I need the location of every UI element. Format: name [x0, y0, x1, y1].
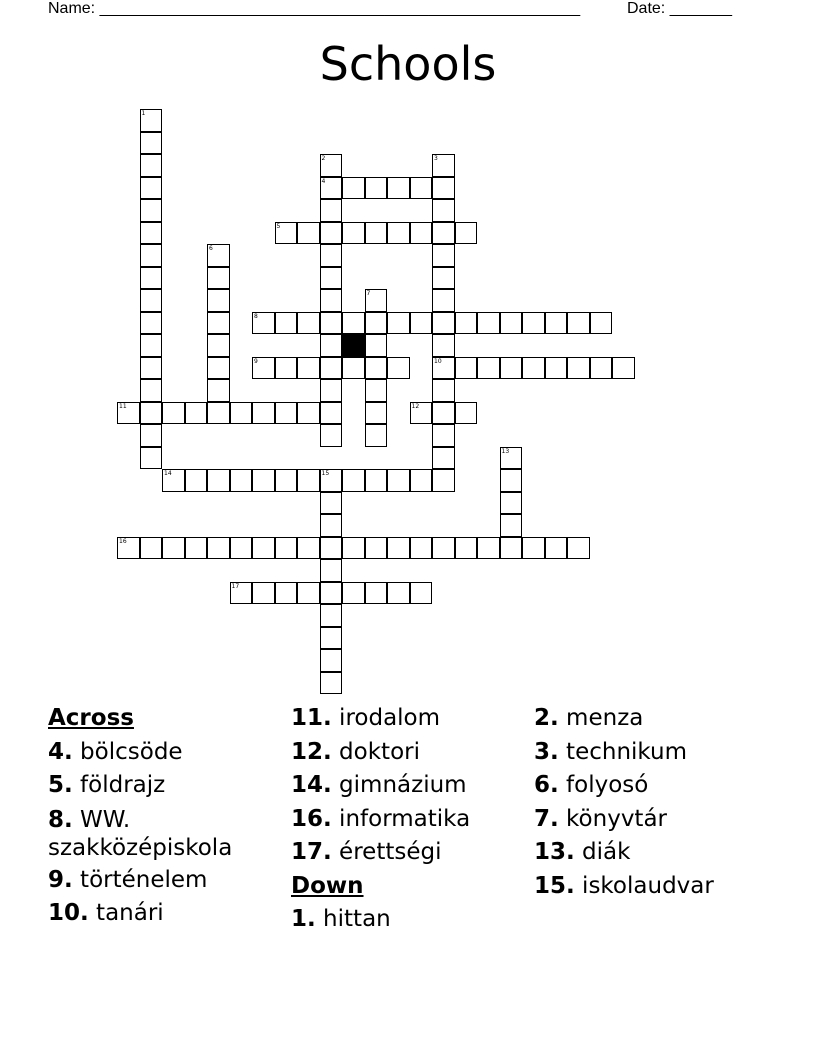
- grid-cell[interactable]: [342, 177, 365, 200]
- down-clue: [534, 836, 794, 870]
- clue-number-label: 12: [411, 402, 420, 410]
- clue-text: gimnázium: [331, 772, 467, 798]
- across-clue: [291, 736, 531, 770]
- down-heading: Down: [291, 872, 364, 899]
- grid-cell[interactable]: [410, 312, 433, 335]
- grid-cell[interactable]: [275, 469, 298, 492]
- grid-cell[interactable]: [387, 537, 410, 560]
- grid-cell[interactable]: [320, 672, 343, 695]
- grid-cell[interactable]: [432, 402, 455, 425]
- grid-cell[interactable]: [590, 312, 613, 335]
- clue-text: iskolaudvar: [574, 872, 714, 899]
- clue-text: diák: [574, 839, 631, 865]
- grid-cell[interactable]: [365, 582, 388, 605]
- grid-cell[interactable]: [320, 334, 343, 357]
- grid-cell[interactable]: [320, 424, 343, 447]
- grid-cell[interactable]: [500, 492, 523, 515]
- grid-cell[interactable]: [455, 357, 478, 380]
- grid-cell[interactable]: [365, 177, 388, 200]
- grid-cell[interactable]: [365, 537, 388, 560]
- date-line: Date: _______: [627, 0, 732, 17]
- grid-cell[interactable]: [432, 379, 455, 402]
- grid-cell[interactable]: [410, 469, 433, 492]
- grid-cell[interactable]: [140, 334, 163, 357]
- grid-cell[interactable]: [545, 312, 568, 335]
- clue-column-2: [291, 702, 531, 937]
- clue-text: technikum: [558, 738, 688, 765]
- clue-number-label: 14: [164, 470, 172, 477]
- clue-text: doktori: [331, 738, 420, 765]
- grid-cell[interactable]: [410, 177, 433, 200]
- grid-cell[interactable]: [320, 559, 343, 582]
- down-clue: [534, 870, 794, 904]
- name-line: Name: ______________________________________________________: [48, 0, 581, 17]
- grid-cell[interactable]: [432, 289, 455, 312]
- grid-cell[interactable]: [320, 267, 343, 290]
- grid-cell[interactable]: [207, 357, 230, 380]
- clue-text: hittan: [315, 906, 391, 932]
- clue-number: 11.: [291, 705, 332, 731]
- grid-cell[interactable]: [567, 312, 590, 335]
- clue-text: tanári: [88, 900, 164, 926]
- clue-number: 17.: [291, 839, 332, 865]
- grid-cell[interactable]: [320, 537, 343, 560]
- down-clue: [534, 803, 794, 837]
- grid-cell[interactable]: [432, 244, 455, 267]
- grid-cell[interactable]: [500, 469, 523, 492]
- clue-column-1: [48, 702, 288, 931]
- grid-cell[interactable]: [297, 469, 320, 492]
- across-clue: [48, 864, 288, 898]
- grid-cell[interactable]: [432, 222, 455, 245]
- grid-cell[interactable]: [522, 357, 545, 380]
- grid-cell[interactable]: [252, 537, 275, 560]
- grid-cell[interactable]: [387, 222, 410, 245]
- clue-number-label: 2: [321, 155, 326, 162]
- grid-cell[interactable]: [275, 357, 298, 380]
- across-clue: [48, 803, 288, 864]
- grid-cell[interactable]: [185, 537, 208, 560]
- across-clue: [291, 803, 531, 837]
- clue-text: érettségi: [331, 839, 442, 865]
- clue-text: bölcsöde: [72, 738, 183, 765]
- clue-number-label: 15: [321, 470, 330, 477]
- grid-cell[interactable]: [207, 537, 230, 560]
- grid-cell[interactable]: [410, 537, 433, 560]
- grid-cell[interactable]: [320, 289, 343, 312]
- grid-cell[interactable]: [477, 537, 500, 560]
- grid-cell[interactable]: [365, 469, 388, 492]
- grid-cell[interactable]: [252, 469, 275, 492]
- grid-cell[interactable]: [387, 312, 410, 335]
- grid-cell[interactable]: [140, 267, 163, 290]
- clue-number: 4.: [48, 738, 73, 765]
- clue-number-label: 8: [254, 312, 258, 320]
- grid-cell[interactable]: [320, 514, 343, 537]
- grid-cell[interactable]: [140, 132, 163, 155]
- down-clue: [534, 702, 794, 736]
- clue-number: 6.: [534, 772, 559, 798]
- grid-cell[interactable]: [140, 222, 163, 245]
- grid-cell[interactable]: [342, 469, 365, 492]
- grid-cell[interactable]: [275, 582, 298, 605]
- grid-cell[interactable]: [387, 177, 410, 200]
- grid-cell[interactable]: [500, 537, 523, 560]
- clue-number-label: 10: [434, 357, 442, 365]
- clue-number-label: 9: [254, 357, 258, 365]
- clue-number-label: 7: [366, 290, 371, 297]
- across-clue: [48, 769, 288, 803]
- down-clue: [534, 769, 794, 803]
- grid-cell[interactable]: [342, 582, 365, 605]
- clue-number-label: 6: [209, 245, 213, 252]
- grid-cell[interactable]: [230, 402, 253, 425]
- grid-cell[interactable]: [297, 312, 320, 335]
- grid-cell[interactable]: [140, 244, 163, 267]
- clue-number: 2.: [534, 705, 559, 731]
- grid-cell[interactable]: [387, 582, 410, 605]
- grid-cell[interactable]: [207, 334, 230, 357]
- clue-text: földrajz: [72, 772, 166, 798]
- clue-number-label: 13: [501, 447, 510, 455]
- across-clue: [48, 736, 288, 770]
- grid-cell[interactable]: [432, 334, 455, 357]
- grid-cell[interactable]: [140, 537, 163, 560]
- clue-number-label: 17: [231, 582, 240, 590]
- grid-cell[interactable]: [342, 537, 365, 560]
- grid-cell[interactable]: [612, 357, 635, 380]
- grid-cell[interactable]: [365, 334, 388, 357]
- grid-cell[interactable]: [320, 312, 343, 335]
- grid-cell[interactable]: [320, 492, 343, 515]
- grid-cell[interactable]: [207, 402, 230, 425]
- grid-cell[interactable]: [342, 357, 365, 380]
- grid-cell[interactable]: [410, 222, 433, 245]
- grid-cell[interactable]: [162, 537, 185, 560]
- grid-cell[interactable]: [320, 627, 343, 650]
- grid-cell[interactable]: [297, 537, 320, 560]
- grid-cell[interactable]: [297, 582, 320, 605]
- blocked-cell: [342, 334, 365, 357]
- grid-cell[interactable]: [365, 222, 388, 245]
- grid-cell[interactable]: [387, 469, 410, 492]
- grid-cell[interactable]: [140, 379, 163, 402]
- grid-cell[interactable]: [500, 312, 523, 335]
- clue-number: 14.: [291, 772, 332, 798]
- grid-cell[interactable]: [275, 402, 298, 425]
- grid-cell[interactable]: [297, 222, 320, 245]
- grid-cell[interactable]: [140, 154, 163, 177]
- grid-cell[interactable]: [365, 402, 388, 425]
- grid-cell[interactable]: [320, 402, 343, 425]
- clue-number: 13.: [534, 839, 575, 865]
- down-clue: [291, 903, 531, 937]
- grid-cell[interactable]: [365, 357, 388, 380]
- clue-text: WW. szakközépiskola: [48, 806, 233, 861]
- grid-cell[interactable]: [140, 289, 163, 312]
- grid-cell[interactable]: [455, 222, 478, 245]
- clue-number: 8.: [48, 806, 73, 833]
- grid-cell[interactable]: [320, 244, 343, 267]
- clue-number: 10.: [48, 900, 89, 926]
- page-title: Schools: [319, 37, 497, 91]
- grid-cell[interactable]: [590, 357, 613, 380]
- grid-cell[interactable]: [432, 267, 455, 290]
- grid-cell[interactable]: [320, 357, 343, 380]
- clue-number: 16.: [291, 805, 332, 832]
- grid-cell[interactable]: [320, 379, 343, 402]
- clue-number: 9.: [48, 866, 73, 893]
- grid-cell[interactable]: [140, 199, 163, 222]
- across-clue: [291, 769, 531, 803]
- clue-text: könyvtár: [558, 805, 668, 832]
- clue-number: 1.: [291, 906, 316, 932]
- clue-text: történelem: [72, 866, 208, 893]
- grid-cell[interactable]: [432, 537, 455, 560]
- grid-cell[interactable]: [140, 357, 163, 380]
- grid-cell[interactable]: [455, 402, 478, 425]
- grid-cell[interactable]: [252, 582, 275, 605]
- clue-text: menza: [558, 705, 644, 731]
- grid-cell[interactable]: [230, 469, 253, 492]
- grid-cell[interactable]: [207, 289, 230, 312]
- clue-number-label: 4: [321, 177, 326, 185]
- grid-cell[interactable]: [320, 604, 343, 627]
- grid-cell[interactable]: [140, 447, 163, 470]
- grid-cell[interactable]: [207, 379, 230, 402]
- grid-cell[interactable]: [275, 312, 298, 335]
- grid-cell[interactable]: [342, 222, 365, 245]
- grid-cell[interactable]: [432, 469, 455, 492]
- grid-cell[interactable]: [252, 402, 275, 425]
- grid-cell[interactable]: [320, 582, 343, 605]
- grid-cell[interactable]: [140, 312, 163, 335]
- grid-cell[interactable]: [230, 537, 253, 560]
- grid-cell[interactable]: [297, 402, 320, 425]
- grid-cell[interactable]: [365, 424, 388, 447]
- clue-text: irodalom: [331, 705, 441, 731]
- clue-number: 12.: [291, 738, 332, 765]
- grid-cell[interactable]: [365, 379, 388, 402]
- grid-cell[interactable]: [500, 514, 523, 537]
- grid-cell[interactable]: [432, 424, 455, 447]
- grid-cell[interactable]: [140, 424, 163, 447]
- clue-number-label: 1: [141, 110, 146, 117]
- down-clue: [534, 736, 794, 770]
- grid-cell[interactable]: [320, 649, 343, 672]
- across-clue: [291, 836, 531, 870]
- grid-cell[interactable]: [567, 537, 590, 560]
- grid-cell[interactable]: [455, 312, 478, 335]
- clue-number-label: 16: [119, 537, 127, 545]
- grid-cell[interactable]: [320, 199, 343, 222]
- grid-cell[interactable]: [162, 402, 185, 425]
- grid-cell[interactable]: [432, 199, 455, 222]
- across-heading: Across: [48, 705, 134, 731]
- clue-number-label: 3: [434, 155, 438, 162]
- grid-cell[interactable]: [432, 447, 455, 470]
- grid-cell[interactable]: [297, 357, 320, 380]
- grid-cell[interactable]: [432, 312, 455, 335]
- grid-cell[interactable]: [477, 312, 500, 335]
- grid-cell[interactable]: [140, 402, 163, 425]
- clue-text: folyosó: [558, 772, 649, 798]
- clue-number-label: 5: [276, 222, 281, 230]
- clue-number: 7.: [534, 805, 559, 832]
- grid-cell[interactable]: [522, 537, 545, 560]
- grid-cell[interactable]: [500, 357, 523, 380]
- grid-cell[interactable]: [185, 469, 208, 492]
- grid-cell[interactable]: [342, 312, 365, 335]
- grid-cell[interactable]: [207, 312, 230, 335]
- grid-cell[interactable]: [140, 177, 163, 200]
- clue-number-label: 11: [119, 402, 127, 410]
- grid-cell[interactable]: [207, 469, 230, 492]
- grid-cell[interactable]: [545, 537, 568, 560]
- grid-cell[interactable]: [410, 582, 433, 605]
- grid-cell[interactable]: [567, 357, 590, 380]
- clue-text: informatika: [331, 805, 471, 832]
- across-clue: [48, 897, 288, 931]
- grid-cell[interactable]: [545, 357, 568, 380]
- grid-cell[interactable]: [320, 222, 343, 245]
- clue-column-3: [534, 702, 794, 903]
- grid-cell[interactable]: [207, 267, 230, 290]
- across-clue: [291, 702, 531, 736]
- clue-number: 3.: [534, 738, 559, 765]
- grid-cell[interactable]: [455, 537, 478, 560]
- grid-cell[interactable]: [477, 357, 500, 380]
- grid-cell[interactable]: [275, 537, 298, 560]
- grid-cell[interactable]: [185, 402, 208, 425]
- clue-number: 5.: [48, 772, 73, 798]
- grid-cell[interactable]: [522, 312, 545, 335]
- grid-cell[interactable]: [365, 312, 388, 335]
- clue-number: 15.: [534, 872, 575, 899]
- grid-cell[interactable]: [387, 357, 410, 380]
- grid-cell[interactable]: [432, 177, 455, 200]
